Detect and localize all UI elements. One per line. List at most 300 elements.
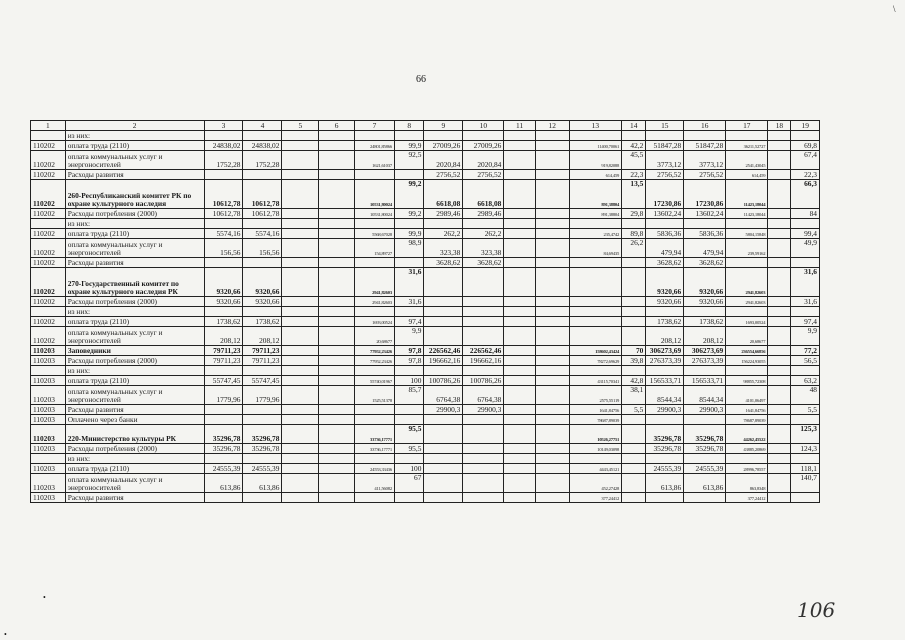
cell-empty bbox=[319, 376, 355, 386]
cell-empty bbox=[535, 474, 569, 493]
cell-col-10 bbox=[463, 297, 504, 307]
cell-empty bbox=[319, 415, 355, 425]
cell-col-17: 36211,52727 bbox=[726, 141, 768, 151]
cell-col-16: 1738,62 bbox=[684, 317, 726, 327]
cell-empty bbox=[319, 131, 355, 141]
cell-col-3 bbox=[204, 170, 243, 180]
cell-col-13: 377,24412 bbox=[569, 493, 622, 503]
cell-col-15: 156533,71 bbox=[646, 376, 684, 386]
cell-col-7: 55740,01967 bbox=[354, 376, 394, 386]
cell-empty bbox=[282, 386, 319, 405]
cell-empty bbox=[535, 444, 569, 454]
column-number-8: 8 bbox=[394, 121, 423, 131]
cell-col-13: 10526,27751 bbox=[569, 425, 622, 444]
cell-col-3 bbox=[204, 258, 243, 268]
cell-col-10: 2020,84 bbox=[463, 151, 504, 170]
cell-col-14: 29,8 bbox=[622, 209, 646, 219]
cell-col-9 bbox=[424, 454, 463, 464]
cell-col-17: 1641,84756 bbox=[726, 405, 768, 415]
cell-empty bbox=[282, 454, 319, 464]
cell-col-19: 118,1 bbox=[791, 464, 820, 474]
cell-empty bbox=[504, 386, 536, 405]
cell-col-19: 22,3 bbox=[791, 170, 820, 180]
cell-empty bbox=[768, 346, 791, 356]
cell-name: оплата труда (2110) bbox=[65, 464, 204, 474]
cell-col-19: 67,4 bbox=[791, 151, 820, 170]
cell-name: Расходы потребления (2000) bbox=[65, 444, 204, 454]
cell-col-19: 69,8 bbox=[791, 141, 820, 151]
cell-empty bbox=[282, 366, 319, 376]
cell-col-10: 100786,26 bbox=[463, 376, 504, 386]
cell-empty bbox=[768, 219, 791, 229]
column-number-14: 14 bbox=[622, 121, 646, 131]
column-number-5: 5 bbox=[282, 121, 319, 131]
cell-col-15: 9320,66 bbox=[646, 268, 684, 297]
cell-code: 110203 bbox=[31, 346, 66, 356]
cell-empty bbox=[282, 229, 319, 239]
cell-col-13: 158602,43424 bbox=[569, 346, 622, 356]
cell-empty bbox=[504, 454, 536, 464]
cell-name: из них: bbox=[65, 454, 204, 464]
cell-code: 110202 bbox=[31, 327, 66, 346]
cell-col-19: 9,9 bbox=[791, 327, 820, 346]
cell-col-9 bbox=[424, 444, 463, 454]
cell-empty bbox=[319, 493, 355, 503]
cell-col-15: 208,12 bbox=[646, 327, 684, 346]
cell-empty bbox=[504, 239, 536, 258]
cell-empty bbox=[504, 229, 536, 239]
table-row bbox=[31, 474, 820, 493]
cell-name: оплата труда (2110) bbox=[65, 376, 204, 386]
cell-empty bbox=[535, 219, 569, 229]
cell-col-4: 1738,62 bbox=[243, 317, 282, 327]
cell-col-4 bbox=[243, 415, 282, 425]
column-number-1: 1 bbox=[31, 121, 66, 131]
cell-col-15: 17230,86 bbox=[646, 180, 684, 209]
cell-code: 110202 bbox=[31, 239, 66, 258]
cell-col-4: 24838,02 bbox=[243, 141, 282, 151]
cell-col-7 bbox=[354, 170, 394, 180]
cell-col-7: 77952,23426 bbox=[354, 346, 394, 356]
cell-col-13 bbox=[569, 366, 622, 376]
cell-empty bbox=[319, 405, 355, 415]
cell-col-9: 3628,62 bbox=[424, 258, 463, 268]
cell-col-3: 35296,78 bbox=[204, 444, 243, 454]
cell-col-19: 125,3 bbox=[791, 425, 820, 444]
cell-col-19: 77,2 bbox=[791, 346, 820, 356]
cell-empty bbox=[768, 209, 791, 219]
cell-col-9: 262,2 bbox=[424, 229, 463, 239]
cell-col-4: 10612,78 bbox=[243, 180, 282, 209]
column-number-2: 2 bbox=[65, 121, 204, 131]
cell-col-7: 5568,67028 bbox=[354, 229, 394, 239]
cell-col-16 bbox=[684, 131, 726, 141]
cell-empty bbox=[768, 297, 791, 307]
cell-empty bbox=[319, 141, 355, 151]
cell-empty bbox=[319, 268, 355, 297]
cell-empty bbox=[535, 151, 569, 170]
column-number-15: 15 bbox=[646, 121, 684, 131]
cell-col-13 bbox=[569, 317, 622, 327]
cell-name: из них: bbox=[65, 131, 204, 141]
cell-col-7 bbox=[354, 366, 394, 376]
cell-col-17: 236554,66856 bbox=[726, 346, 768, 356]
cell-empty bbox=[319, 258, 355, 268]
cell-col-16: 9320,66 bbox=[684, 297, 726, 307]
cell-col-9: 27009,26 bbox=[424, 141, 463, 151]
cell-col-17: 98855,72308 bbox=[726, 376, 768, 386]
cell-col-3 bbox=[204, 405, 243, 415]
cell-col-16: 9320,66 bbox=[684, 268, 726, 297]
cell-empty bbox=[319, 346, 355, 356]
cell-col-4: 208,12 bbox=[243, 327, 282, 346]
cell-empty bbox=[282, 346, 319, 356]
cell-empty bbox=[282, 219, 319, 229]
budget-table bbox=[30, 120, 820, 503]
cell-col-15: 13602,24 bbox=[646, 209, 684, 219]
table-row bbox=[31, 464, 820, 474]
cell-col-7 bbox=[354, 415, 394, 425]
cell-col-16: 3773,12 bbox=[684, 151, 726, 170]
cell-empty bbox=[768, 307, 791, 317]
cell-col-15: 51847,28 bbox=[646, 141, 684, 151]
cell-name: Расходы потребления (2000) bbox=[65, 356, 204, 366]
cell-col-4 bbox=[243, 366, 282, 376]
cell-col-17: 2941,82603 bbox=[726, 268, 768, 297]
cell-col-3: 9320,66 bbox=[204, 297, 243, 307]
cell-col-17: 28996,78557 bbox=[726, 464, 768, 474]
cell-col-7 bbox=[354, 131, 394, 141]
cell-col-7: 1621,61037 bbox=[354, 151, 394, 170]
cell-col-17: 863,8348 bbox=[726, 474, 768, 493]
cell-empty bbox=[504, 151, 536, 170]
cell-empty bbox=[504, 268, 536, 297]
cell-col-8: 99,9 bbox=[394, 229, 423, 239]
cell-col-4: 9320,66 bbox=[243, 268, 282, 297]
cell-col-10: 3628,62 bbox=[463, 258, 504, 268]
cell-col-4 bbox=[243, 405, 282, 415]
cell-code: 110203 bbox=[31, 376, 66, 386]
cell-empty bbox=[768, 239, 791, 258]
cell-col-10: 226562,46 bbox=[463, 346, 504, 356]
cell-empty bbox=[535, 258, 569, 268]
cell-col-19: 63,2 bbox=[791, 376, 820, 386]
cell-empty bbox=[535, 327, 569, 346]
cell-empty bbox=[504, 170, 536, 180]
cell-col-13: 43115,70341 bbox=[569, 376, 622, 386]
cell-empty bbox=[282, 258, 319, 268]
cell-col-15 bbox=[646, 366, 684, 376]
cell-col-17 bbox=[726, 131, 768, 141]
cell-col-9 bbox=[424, 131, 463, 141]
cell-empty bbox=[504, 425, 536, 444]
cell-col-4: 10612,78 bbox=[243, 209, 282, 219]
cell-name: 220-Министерство культуры РК bbox=[65, 425, 204, 444]
cell-col-7: 2941,82603 bbox=[354, 268, 394, 297]
cell-col-19: 5,5 bbox=[791, 405, 820, 415]
cell-name: оплата коммунальных услуг и энергоносителей bbox=[65, 239, 204, 258]
cell-col-9 bbox=[424, 317, 463, 327]
cell-col-8: 100 bbox=[394, 376, 423, 386]
cell-empty bbox=[504, 444, 536, 454]
column-number-11: 11 bbox=[504, 121, 536, 131]
cell-col-7: 411,56082 bbox=[354, 474, 394, 493]
cell-name: Расходы развития bbox=[65, 258, 204, 268]
cell-col-14: 13,5 bbox=[622, 180, 646, 209]
cell-col-16 bbox=[684, 366, 726, 376]
cell-col-10: 323,38 bbox=[463, 239, 504, 258]
cell-empty bbox=[768, 493, 791, 503]
cell-col-17: 5804,15848 bbox=[726, 229, 768, 239]
cell-empty bbox=[768, 405, 791, 415]
cell-col-16: 613,86 bbox=[684, 474, 726, 493]
cell-col-8: 98,9 bbox=[394, 239, 423, 258]
cell-code: 110203 bbox=[31, 415, 66, 425]
cell-empty bbox=[504, 493, 536, 503]
cell-col-9: 2989,46 bbox=[424, 209, 463, 219]
cell-col-13 bbox=[569, 219, 622, 229]
cell-col-10: 2756,52 bbox=[463, 170, 504, 180]
cell-col-16 bbox=[684, 219, 726, 229]
cell-col-9: 323,38 bbox=[424, 239, 463, 258]
table-row bbox=[31, 444, 820, 454]
cell-col-16: 8544,34 bbox=[684, 386, 726, 405]
cell-name: Расходы развития bbox=[65, 405, 204, 415]
cell-empty bbox=[319, 386, 355, 405]
cell-empty bbox=[319, 219, 355, 229]
cell-col-10 bbox=[463, 327, 504, 346]
cell-col-8 bbox=[394, 307, 423, 317]
table-row bbox=[31, 356, 820, 366]
cell-col-7 bbox=[354, 493, 394, 503]
cell-col-10 bbox=[463, 444, 504, 454]
cell-col-9 bbox=[424, 297, 463, 307]
cell-col-8: 99,2 bbox=[394, 209, 423, 219]
cell-col-17: 4101,06497 bbox=[726, 386, 768, 405]
cell-col-9: 29900,3 bbox=[424, 405, 463, 415]
cell-name: оплата труда (2110) bbox=[65, 229, 204, 239]
cell-empty bbox=[504, 258, 536, 268]
table-row bbox=[31, 425, 820, 444]
cell-col-3: 10612,78 bbox=[204, 180, 243, 209]
cell-col-19: 99,4 bbox=[791, 229, 820, 239]
cell-col-13 bbox=[569, 131, 622, 141]
cell-col-16: 3628,62 bbox=[684, 258, 726, 268]
cell-col-3: 1779,96 bbox=[204, 386, 243, 405]
cell-empty bbox=[282, 464, 319, 474]
cell-col-19 bbox=[791, 366, 820, 376]
cell-name: Расходы развития bbox=[65, 170, 204, 180]
cell-name: оплата труда (2110) bbox=[65, 141, 204, 151]
cell-col-10 bbox=[463, 474, 504, 493]
cell-col-10 bbox=[463, 464, 504, 474]
cell-col-14 bbox=[622, 307, 646, 317]
cell-col-4 bbox=[243, 454, 282, 464]
cell-col-9 bbox=[424, 366, 463, 376]
cell-col-8: 99,9 bbox=[394, 141, 423, 151]
cell-col-10: 2989,46 bbox=[463, 209, 504, 219]
cell-col-14 bbox=[622, 415, 646, 425]
cell-col-9 bbox=[424, 268, 463, 297]
cell-col-9: 100786,26 bbox=[424, 376, 463, 386]
cell-col-3 bbox=[204, 415, 243, 425]
cell-empty bbox=[535, 297, 569, 307]
table-row bbox=[31, 493, 820, 503]
cell-empty bbox=[282, 356, 319, 366]
cell-col-4: 156,56 bbox=[243, 239, 282, 258]
cell-col-8 bbox=[394, 493, 423, 503]
cell-col-9: 2756,52 bbox=[424, 170, 463, 180]
cell-col-14 bbox=[622, 258, 646, 268]
cell-col-15 bbox=[646, 219, 684, 229]
cell-col-16: 13602,24 bbox=[684, 209, 726, 219]
table-row bbox=[31, 317, 820, 327]
table-row bbox=[31, 151, 820, 170]
cell-code: 110202 bbox=[31, 317, 66, 327]
cell-col-3: 24555,39 bbox=[204, 464, 243, 474]
cell-col-10: 27009,26 bbox=[463, 141, 504, 151]
cell-col-19: 31,6 bbox=[791, 297, 820, 307]
cell-empty bbox=[504, 141, 536, 151]
cell-col-16: 35296,78 bbox=[684, 444, 726, 454]
cell-empty bbox=[319, 425, 355, 444]
cell-col-8 bbox=[394, 454, 423, 464]
cell-col-16: 17230,86 bbox=[684, 180, 726, 209]
cell-col-13: 919,82088 bbox=[569, 151, 622, 170]
cell-empty bbox=[768, 170, 791, 180]
cell-empty bbox=[282, 141, 319, 151]
cell-col-3: 79711,23 bbox=[204, 356, 243, 366]
cell-col-16 bbox=[684, 493, 726, 503]
cell-col-3 bbox=[204, 307, 243, 317]
cell-empty bbox=[768, 258, 791, 268]
cell-col-19 bbox=[791, 493, 820, 503]
cell-code: 110203 bbox=[31, 493, 66, 503]
cell-col-17: 377,24412 bbox=[726, 493, 768, 503]
cell-col-8 bbox=[394, 415, 423, 425]
cell-col-3: 1738,62 bbox=[204, 317, 243, 327]
cell-col-19: 56,5 bbox=[791, 356, 820, 366]
cell-empty bbox=[319, 454, 355, 464]
cell-col-14 bbox=[622, 297, 646, 307]
cell-col-3 bbox=[204, 493, 243, 503]
cell-col-7: 33736,17771 bbox=[354, 425, 394, 444]
cell-code: 110202 bbox=[31, 151, 66, 170]
column-number-6: 6 bbox=[319, 121, 355, 131]
cell-empty bbox=[282, 209, 319, 219]
cell-col-15: 1738,62 bbox=[646, 317, 684, 327]
cell-col-4 bbox=[243, 258, 282, 268]
cell-empty bbox=[319, 209, 355, 219]
cell-col-7 bbox=[354, 454, 394, 464]
cell-empty bbox=[535, 268, 569, 297]
cell-col-13 bbox=[569, 454, 622, 464]
cell-empty bbox=[768, 444, 791, 454]
cell-empty bbox=[535, 170, 569, 180]
cell-col-19 bbox=[791, 219, 820, 229]
cell-empty bbox=[504, 209, 536, 219]
cell-code: 110202 bbox=[31, 141, 66, 151]
cell-col-10: 6618,08 bbox=[463, 180, 504, 209]
cell-col-7 bbox=[354, 307, 394, 317]
table-row bbox=[31, 170, 820, 180]
cell-col-14 bbox=[622, 317, 646, 327]
column-number-3: 3 bbox=[204, 121, 243, 131]
cell-col-8: 99,2 bbox=[394, 180, 423, 209]
cell-empty bbox=[282, 405, 319, 415]
cell-empty bbox=[504, 297, 536, 307]
cell-col-15: 3773,12 bbox=[646, 151, 684, 170]
cell-name: Расходы потребления (2000) bbox=[65, 297, 204, 307]
cell-col-19: 140,7 bbox=[791, 474, 820, 493]
cell-empty bbox=[768, 229, 791, 239]
cell-empty bbox=[504, 180, 536, 209]
cell-col-10: 29900,3 bbox=[463, 405, 504, 415]
cell-col-3 bbox=[204, 131, 243, 141]
cell-col-15 bbox=[646, 415, 684, 425]
column-number-7: 7 bbox=[354, 121, 394, 131]
cell-col-9 bbox=[424, 493, 463, 503]
cell-col-8: 100 bbox=[394, 464, 423, 474]
cell-empty bbox=[535, 239, 569, 258]
cell-col-14 bbox=[622, 327, 646, 346]
cell-col-10 bbox=[463, 425, 504, 444]
cell-col-17 bbox=[726, 366, 768, 376]
cell-col-8: 97,8 bbox=[394, 346, 423, 356]
cell-col-3: 613,86 bbox=[204, 474, 243, 493]
cell-col-19: 31,6 bbox=[791, 268, 820, 297]
cell-col-4: 24555,39 bbox=[243, 464, 282, 474]
cell-empty bbox=[282, 327, 319, 346]
column-number-4: 4 bbox=[243, 121, 282, 131]
cell-name: 270-Государственный комитет по охране культурного наследия РК bbox=[65, 268, 204, 297]
cell-col-17: 78687,89039 bbox=[726, 415, 768, 425]
cell-col-19 bbox=[791, 131, 820, 141]
cell-col-13: 4443,45121 bbox=[569, 464, 622, 474]
cell-col-15: 613,86 bbox=[646, 474, 684, 493]
cell-col-8: 31,6 bbox=[394, 297, 423, 307]
cell-empty bbox=[535, 307, 569, 317]
cell-code: 110203 bbox=[31, 425, 66, 444]
cell-empty bbox=[282, 297, 319, 307]
cell-empty bbox=[768, 356, 791, 366]
cell-empty bbox=[535, 356, 569, 366]
cell-col-16: 208,12 bbox=[684, 327, 726, 346]
cell-col-9 bbox=[424, 415, 463, 425]
cell-empty bbox=[768, 376, 791, 386]
cell-col-9 bbox=[424, 307, 463, 317]
cell-col-7: 2941,82603 bbox=[354, 297, 394, 307]
cell-name: оплата коммунальных услуг и энергоносителей bbox=[65, 386, 204, 405]
cell-col-13: 614,459 bbox=[569, 170, 622, 180]
cell-col-17 bbox=[726, 454, 768, 464]
cell-empty bbox=[535, 317, 569, 327]
cell-col-14 bbox=[622, 464, 646, 474]
stray-mark: • bbox=[43, 593, 46, 602]
cell-empty bbox=[535, 180, 569, 209]
cell-col-3: 10612,78 bbox=[204, 209, 243, 219]
cell-col-13: 235,4742 bbox=[569, 229, 622, 239]
cell-empty bbox=[768, 474, 791, 493]
cell-col-14 bbox=[622, 268, 646, 297]
cell-code: 110203 bbox=[31, 464, 66, 474]
cell-col-4: 79711,23 bbox=[243, 356, 282, 366]
cell-empty bbox=[504, 376, 536, 386]
cell-col-8: 92,5 bbox=[394, 151, 423, 170]
cell-col-7: 1525,51378 bbox=[354, 386, 394, 405]
cell-empty bbox=[282, 493, 319, 503]
cell-col-3: 208,12 bbox=[204, 327, 243, 346]
